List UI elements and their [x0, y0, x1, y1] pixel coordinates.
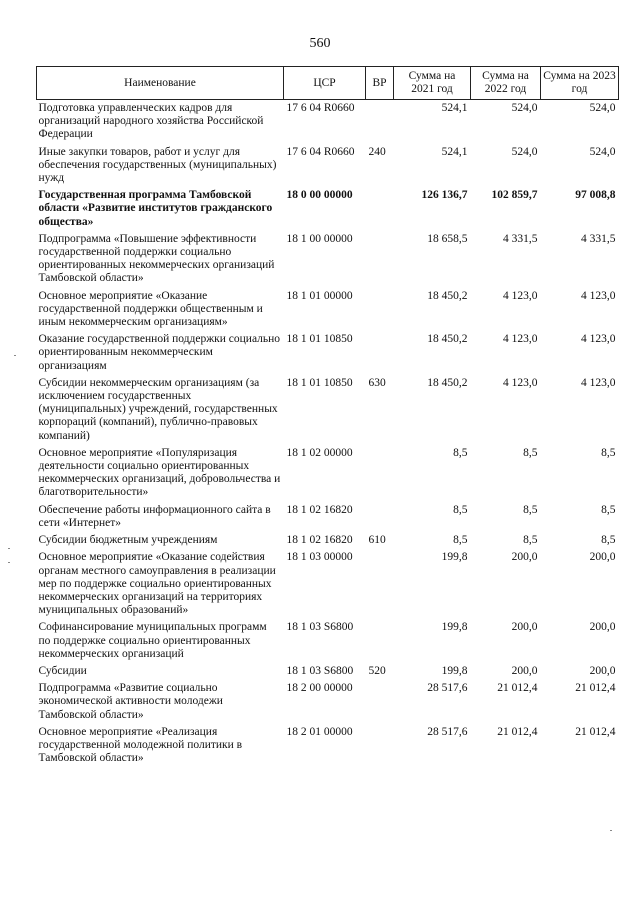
row-sum-2021: 8,5	[453, 446, 468, 459]
row-name: Подпрограмма «Развитие социально экономической активности молодежи Тамбовской области»	[38, 682, 223, 721]
row-name: Основное мероприятие «Оказание государственной поддержки общественным и иным некоммерческим организациям»	[38, 289, 263, 329]
row-sum-2023: 8,5	[601, 503, 616, 516]
table-row	[37, 551, 619, 621]
row-csr: 18 1 02 00000	[286, 446, 353, 459]
row-sum-2022: 4 123,0	[503, 376, 538, 389]
row-sum-2022: 8,5	[523, 534, 538, 547]
scan-speck	[14, 355, 16, 356]
header-name: Наименование	[37, 67, 284, 100]
row-vr	[366, 233, 394, 290]
row-name: Основное мероприятие «Реализация государственной молодежной политики в Тамбовской области»	[38, 725, 243, 765]
scan-speck	[610, 830, 612, 831]
row-sum-2023: 8,5	[601, 446, 616, 459]
row-sum-2023: 4 123,0	[581, 289, 616, 302]
table-header-row	[37, 67, 619, 100]
table-row	[37, 665, 619, 682]
row-sum-2023: 200,0	[589, 664, 616, 677]
row-name: Обеспечение работы информационного сайта в сети «Интернет»	[38, 503, 271, 529]
row-sum-2021: 28 517,6	[427, 682, 468, 695]
table-row	[37, 100, 619, 146]
row-sum-2021: 126 136,7	[421, 189, 468, 202]
scan-speck	[8, 548, 10, 549]
row-sum-2021: 18 450,2	[427, 333, 468, 346]
row-vr	[366, 551, 394, 621]
row-vr: 240	[368, 145, 386, 158]
row-sum-2021: 18 658,5	[427, 232, 468, 245]
row-sum-2022: 524,0	[511, 145, 538, 158]
row-sum-2022: 4 331,5	[503, 232, 538, 245]
row-csr: 18 1 02 16820	[286, 503, 353, 516]
table-row	[37, 682, 619, 726]
table-row	[37, 333, 619, 377]
table-row	[37, 290, 619, 334]
row-vr	[366, 333, 394, 377]
row-sum-2023: 200,0	[589, 551, 616, 564]
row-vr	[366, 290, 394, 334]
table-row	[37, 146, 619, 190]
row-sum-2023: 524,0	[589, 145, 616, 158]
row-sum-2022: 524,0	[511, 102, 538, 114]
row-csr: 17 6 04 R0660	[286, 145, 355, 158]
row-name: Софинансирование муниципальных программ по поддержке социально ориентированных некоммерческих организаций	[38, 621, 267, 660]
row-csr: 18 0 00 00000	[286, 189, 353, 202]
row-sum-2023: 21 012,4	[575, 682, 616, 695]
row-csr: 18 1 03 S6800	[286, 664, 354, 677]
row-csr: 18 1 00 00000	[286, 232, 353, 245]
row-csr: 18 2 01 00000	[286, 725, 353, 738]
page-number: 560	[309, 36, 331, 51]
row-sum-2021: 18 450,2	[427, 376, 468, 389]
table-row	[37, 233, 619, 290]
row-name: Основное мероприятие «Популяризация деятельности социально ориентированных некоммерческих организаций, добровольчества и благотворительности»	[38, 446, 281, 499]
row-sum-2022: 8,5	[523, 446, 538, 459]
row-csr: 18 2 00 00000	[286, 682, 353, 695]
row-csr: 18 1 01 00000	[286, 289, 353, 302]
row-name: Иные закупки товаров, работ и услуг для обеспечения государственных (муниципальных) нужд	[38, 145, 277, 185]
row-vr	[366, 100, 394, 146]
row-vr	[366, 682, 394, 726]
row-sum-2022: 4 123,0	[503, 333, 538, 346]
budget-table	[36, 66, 619, 769]
row-sum-2021: 524,1	[441, 102, 468, 114]
row-csr: 17 6 04 R0660	[286, 102, 355, 114]
table-row	[37, 534, 619, 551]
table-row	[37, 377, 619, 447]
row-sum-2023: 524,0	[589, 102, 616, 114]
row-sum-2023: 8,5	[601, 534, 616, 547]
row-name: Подготовка управленческих кадров для организаций народного хозяйства Российской Федерации	[38, 102, 264, 141]
row-sum-2022: 102 859,7	[491, 189, 538, 202]
row-name: Государственная программа Тамбовской области «Развитие институтов гражданского общества»	[38, 189, 273, 228]
row-csr: 18 1 01 10850	[286, 333, 353, 346]
row-name: Подпрограмма «Повышение эффективности государственной поддержки социально ориентированных некоммерческих организаций Тамбовской области»	[38, 232, 275, 285]
row-sum-2021: 524,1	[441, 145, 468, 158]
row-sum-2023: 4 331,5	[581, 232, 616, 245]
row-sum-2021: 8,5	[453, 534, 468, 547]
row-sum-2021: 18 450,2	[427, 289, 468, 302]
header-vr: ВР	[366, 67, 394, 100]
row-csr: 18 1 03 S6800	[286, 621, 354, 634]
row-sum-2022: 200,0	[511, 621, 538, 634]
row-sum-2023: 21 012,4	[575, 725, 616, 738]
row-name: Основное мероприятие «Оказание содействия органам местного самоуправления в реализации мер по поддержке социально ориентированных некоммерческих организаций на территориях муниципальных образований»	[38, 551, 276, 617]
row-sum-2022: 21 012,4	[497, 682, 538, 695]
row-sum-2022: 4 123,0	[503, 289, 538, 302]
row-csr: 18 1 03 00000	[286, 551, 353, 564]
row-sum-2023: 4 123,0	[581, 376, 616, 389]
row-sum-2022: 8,5	[523, 503, 538, 516]
row-sum-2023: 97 008,8	[575, 189, 616, 202]
row-sum-2021: 8,5	[453, 503, 468, 516]
row-sum-2022: 21 012,4	[497, 725, 538, 738]
row-sum-2021: 199,8	[441, 551, 468, 564]
row-sum-2023: 200,0	[589, 621, 616, 634]
header-sum-2021: Сумма на 2021 год	[394, 67, 471, 100]
row-sum-2021: 28 517,6	[427, 725, 468, 738]
row-vr	[366, 726, 394, 770]
header-sum-2022: Сумма на 2022 год	[471, 67, 541, 100]
row-vr	[366, 504, 394, 534]
row-sum-2021: 199,8	[441, 664, 468, 677]
row-csr: 18 1 01 10850	[286, 376, 353, 389]
row-vr	[366, 447, 394, 504]
row-vr	[366, 621, 394, 665]
table-row	[37, 447, 619, 504]
table-row	[37, 726, 619, 770]
scan-speck	[8, 562, 10, 563]
row-sum-2023: 4 123,0	[581, 333, 616, 346]
row-vr: 520	[368, 664, 386, 677]
row-vr: 630	[368, 376, 386, 389]
row-vr: 610	[368, 534, 386, 547]
header-csr: ЦСР	[284, 67, 366, 100]
row-sum-2022: 200,0	[511, 551, 538, 564]
table-row	[37, 189, 619, 233]
row-name: Субсидии бюджетным учреждениям	[38, 534, 218, 547]
table-row	[37, 621, 619, 665]
row-vr	[366, 189, 394, 233]
row-name: Субсидии некоммерческим организациям (за исключением государственных (муниципальных) учреждений, государственных корпораций (компаний), публично-правовых компаний)	[38, 376, 278, 442]
row-csr: 18 1 02 16820	[286, 534, 353, 547]
row-name: Субсидии	[38, 664, 87, 677]
row-sum-2022: 200,0	[511, 664, 538, 677]
row-sum-2021: 199,8	[441, 621, 468, 634]
row-name: Оказание государственной поддержки социально ориентированным некоммерческим организациям	[38, 333, 281, 372]
header-sum-2023: Сумма на 2023 год	[541, 67, 619, 100]
table-row	[37, 504, 619, 534]
